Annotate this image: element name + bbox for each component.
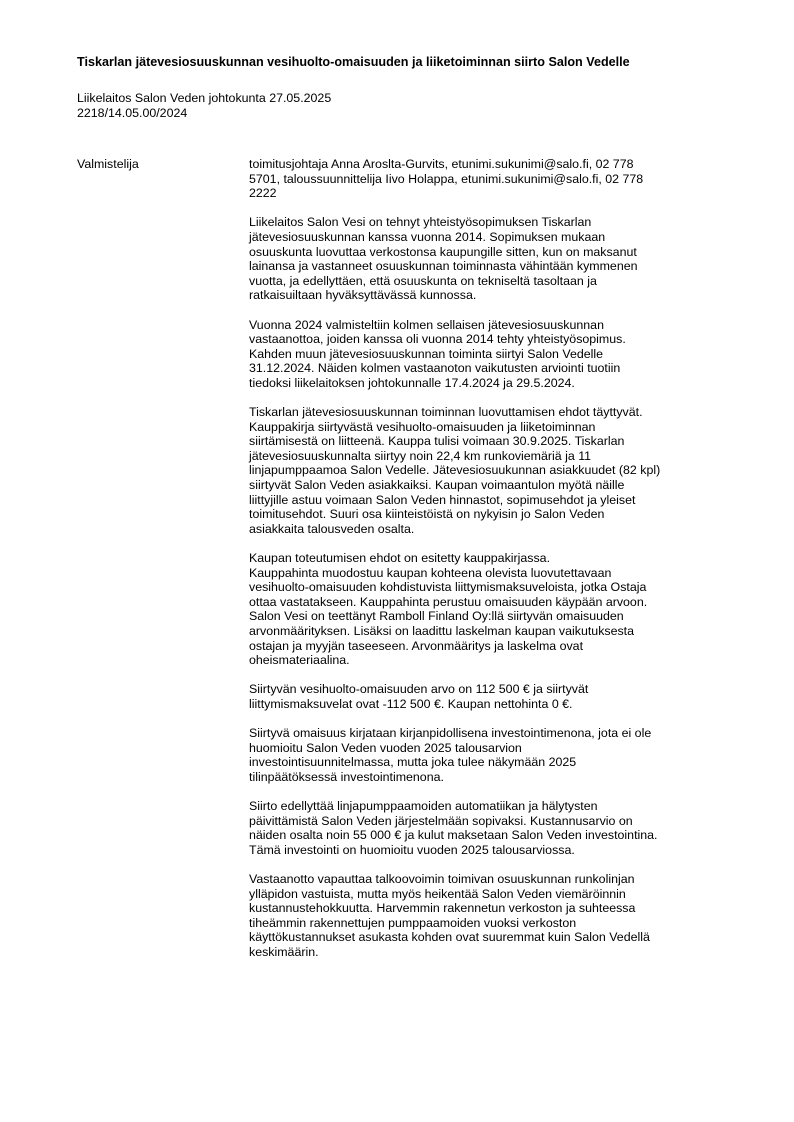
paragraph-line: Siirto edellyttää linjapumppaamoiden automatiikan ja hälytysten [249, 799, 598, 814]
paragraph-line: näiden osalta noin 55 000 € ja kulut maksetaan Salon Veden investointina. [249, 828, 658, 843]
paragraph-line: asiakkaita talousveden osalta. [249, 521, 415, 536]
body-paragraph [249, 726, 749, 784]
body-paragraph [249, 405, 749, 536]
paragraph-line: Siirtyvän vesihuolto-omaisuuden arvo on 112 500 € ja siirtyvät [249, 682, 589, 697]
paragraph-line: lainansa ja vastanneet osuuskunnan toiminnasta vähintään kymmenen [249, 259, 638, 274]
paragraph-line: investointisuunnitelmassa, mutta joka tulee näkymään 2025 [249, 755, 577, 770]
paragraph-line: vuotta, ja edellyttäen, että osuuskunta on tekniseltä tasoltaan ja [249, 273, 597, 288]
body-paragraph [249, 682, 749, 711]
body-paragraph [249, 872, 749, 960]
paragraph-line: 2222 [249, 186, 277, 201]
document-meta [77, 91, 477, 120]
paragraph-line: Kahden muun jätevesiosuuskunnan toiminta siirtyi Salon Vedelle [249, 346, 604, 361]
paragraph-line: ottaa vastatakseen. Kauppahinta perustuu omaisuuden käypään arvoon. [249, 594, 648, 609]
paragraph-line: siirtämisestä on liitteenä. Kauppa tulisi voimaan 30.9.2025. Tiskarlan [249, 434, 625, 449]
paragraph-line: osuuskunta luovuttaa verkostonsa kaupungille sitten, kun on maksanut [249, 244, 637, 259]
paragraph-line: 5701, taloussuunnittelija Iivo Holappa, etunimi.sukunimi@salo.fi, 02 778 [249, 171, 644, 186]
paragraph-line: toimitusjohtaja Anna Aroslta-Gurvits, etunimi.sukunimi@salo.fi, 02 778 [249, 157, 634, 171]
paragraph-line: päivittämistä Salon Veden järjestelmään sopivaksi. Kustannusarvio on [249, 813, 633, 828]
body-paragraph [249, 215, 749, 303]
document-title: Tiskarlan jätevesiosuuskunnan vesihuolto-omaisuuden ja liiketoiminnan siirto Salon Vedelle [77, 55, 630, 69]
paragraph-line: kustannustehokkuutta. Harvemmin rakennetun verkoston ja suhteessa [249, 901, 636, 916]
paragraph-line: Kauppahinta muodostuu kaupan kohteena olevista luovutettavaan [249, 565, 612, 580]
paragraph-line: Liikelaitos Salon Vesi on tehnyt yhteistyösopimuksen Tiskarlan [249, 215, 592, 230]
paragraph-line: tilinpäätöksessä investointimenona. [249, 769, 444, 784]
paragraph-line: liittyjille astuu voimaan Salon Veden hinnastot, sopimusehdot ja yleiset [249, 492, 636, 507]
paragraph-line: ostajan ja myyjän taseeseen. Arvonmääritys ja laskelma ovat [249, 638, 584, 653]
meeting-line: Liikelaitos Salon Veden johtokunta 27.05.2025 [77, 91, 332, 105]
record-number: 2218/14.05.00/2024 [77, 105, 188, 120]
paragraph-line: 31.12.2024. Näiden kolmen vastaanoton vaikutusten arviointi tuotiin [249, 361, 621, 376]
paragraph-line: arvonmäärityksen. Lisäksi on laadittu laskelman kaupan vaikutuksesta [249, 624, 634, 638]
paragraph-line: jätevesiosuuskunnalta siirtyy noin 22,4 km runkoviemäriä ja 11 [249, 448, 592, 463]
paragraph-line: vesihuolto-omaisuuden kohdistuvista liittymismaksuveloista, jotka Ostaja [249, 580, 647, 595]
paragraph-line: Tämä investointi on huomioitu vuoden 2025 talousarviossa. [249, 842, 575, 857]
paragraph-line: oheismateriaalina. [249, 653, 350, 668]
paragraph-line: käyttökustannukset asukasta kohden ovat suuremmat kuin Salon Vedellä [249, 930, 650, 945]
body-paragraph [249, 799, 749, 857]
paragraph-line: tiedoksi liikelaitoksen johtokunnalle 17.4.2024 ja 29.5.2024. [249, 375, 575, 390]
paragraph-line: tiheämmin rakennettujen pumppaamoiden vuoksi verkoston [249, 915, 577, 930]
paragraph-line: Tiskarlan jätevesiosuuskunnan toiminnan luovuttamisen ehdot täyttyvät. [249, 405, 643, 420]
paragraph-line: Kauppakirja siirtyvästä vesihuolto-omaisuuden ja liiketoiminnan [249, 419, 596, 434]
paragraph-line: vastaanottoa, joiden kanssa oli vuonna 2014 tehty yhteistyösopimus. [249, 332, 626, 347]
paragraph-line: keskimäärin. [249, 945, 319, 960]
paragraph-line: jätevesiosuuskunnan kanssa vuonna 2014. Sopimuksen mukaan [249, 229, 606, 244]
paragraph-line: Vuonna 2024 valmisteltiin kolmen sellaisen jätevesiosuuskunnan [249, 317, 604, 332]
paragraph-line: Vastaanotto vapauttaa talkoovoimin toimivan osuuskunnan runkolinjan [249, 872, 635, 887]
body-paragraph [249, 157, 749, 201]
body-paragraph [249, 551, 749, 668]
paragraph-line: Kaupan toteutumisen ehdot on esitetty kauppakirjassa. [249, 551, 551, 566]
preparer-label: Valmistelija [77, 157, 139, 171]
paragraph-line: linjapumppaamoa Salon Vedelle. Jätevesiosuukunnan asiakkuudet (82 kpl) [249, 463, 661, 478]
paragraph-line: siirtyvät Salon Veden asiakkaiksi. Kaupan voimaantulon myötä näille [249, 478, 625, 493]
paragraph-line: Salon Vesi on teettänyt Ramboll Finland Oy:llä siirtyvän omaisuuden [249, 609, 624, 624]
document-body [249, 157, 749, 974]
paragraph-line: liittymismaksuvelat ovat -112 500 €. Kaupan nettohinta 0 €. [249, 696, 573, 711]
paragraph-line: ratkaisuiltaan hyväksyttävässä kunnossa. [249, 288, 477, 303]
body-paragraph [249, 318, 749, 391]
paragraph-line: huomioitu Salon Veden vuoden 2025 talousarvion [249, 740, 522, 755]
paragraph-line: toimitusehdot. Suuri osa kiinteistöistä on nykyisin jo Salon Veden [249, 507, 605, 522]
paragraph-line: ylläpidon vastuista, mutta myös heikentää Salon Veden viemäröinnin [249, 886, 626, 901]
paragraph-line: Siirtyvä omaisuus kirjataan kirjanpidollisena investointimenona, jota ei ole [249, 726, 652, 741]
